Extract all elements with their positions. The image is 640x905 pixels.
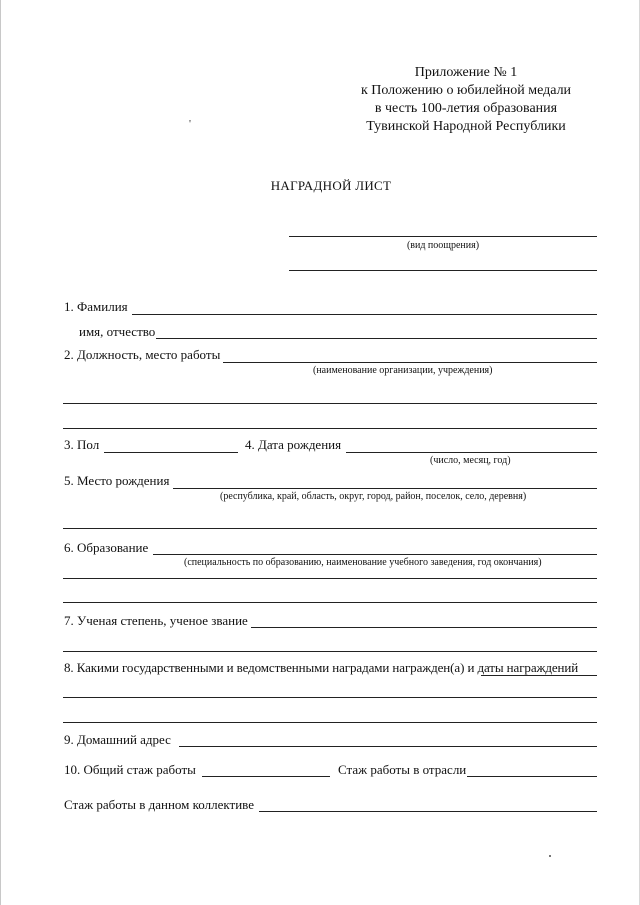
collective-experience-label: Стаж работы в данном коллективе (64, 797, 254, 812)
scan-speck (549, 855, 551, 857)
surname-line[interactable] (132, 314, 597, 315)
degree-line[interactable] (251, 627, 597, 628)
annex-line-4: Тувинской Народной Республики (366, 119, 566, 134)
position-line-2[interactable] (63, 403, 597, 404)
award-type-line-2[interactable] (289, 270, 597, 271)
education-label: 6. Образование (64, 540, 149, 555)
collective-experience-line[interactable] (259, 811, 597, 812)
total-experience-line[interactable] (202, 776, 330, 777)
degree-line-2[interactable] (63, 651, 597, 652)
name-patronymic-line[interactable] (156, 338, 597, 339)
awards-underline (481, 675, 597, 676)
document-title: НАГРАДНОЙ ЛИСТ (270, 178, 392, 193)
education-line-3[interactable] (63, 602, 597, 603)
birthdate-label: 4. Дата рождения (245, 437, 342, 452)
annex-header (341, 64, 591, 136)
awards-line-2[interactable] (63, 722, 597, 723)
position-caption: (наименование организации, учреждения) (313, 365, 493, 376)
education-caption: (специальность по образованию, наименование учебного заведения, год окончания) (184, 557, 542, 568)
birthplace-line[interactable] (173, 488, 597, 489)
awards-line[interactable] (63, 697, 597, 698)
annex-line-1: Приложение № 1 (414, 65, 518, 80)
annex-line-3: в честь 100-летия образования (374, 101, 558, 116)
position-line-3[interactable] (63, 428, 597, 429)
position-line[interactable] (223, 362, 597, 363)
award-type-line[interactable] (289, 236, 597, 237)
degree-label: 7. Ученая степень, ученое звание (64, 613, 248, 628)
name-patronymic-label: имя, отчество (79, 324, 156, 339)
stray-mark: ' (189, 118, 191, 130)
position-label: 2. Должность, место работы (64, 347, 221, 362)
birthplace-line-2[interactable] (63, 528, 597, 529)
education-line[interactable] (153, 554, 597, 555)
birthdate-caption: (число, месяц, год) (430, 455, 511, 466)
industry-experience-label: Стаж работы в отрасли (338, 762, 467, 777)
education-line-2[interactable] (63, 578, 597, 579)
birthplace-caption: (республика, край, область, округ, город, район, поселок, село, деревня) (220, 491, 527, 502)
surname-label: 1. Фамилия (64, 299, 128, 314)
award-type-caption: (вид поощрения) (406, 240, 480, 251)
sex-label: 3. Пол (64, 437, 100, 452)
total-experience-label: 10. Общий стаж работы (64, 762, 196, 777)
birthdate-line[interactable] (346, 452, 597, 453)
industry-experience-line[interactable] (467, 776, 597, 777)
sex-line[interactable] (104, 452, 238, 453)
address-line[interactable] (179, 746, 597, 747)
awards-label: 8. Какими государственными и ведомственными наградами награжден(а) и даты награждений (64, 660, 579, 675)
annex-line-2: к Положению о юбилейной медали (360, 83, 572, 98)
address-label: 9. Домашний адрес (64, 732, 171, 747)
birthplace-label: 5. Место рождения (64, 473, 170, 488)
